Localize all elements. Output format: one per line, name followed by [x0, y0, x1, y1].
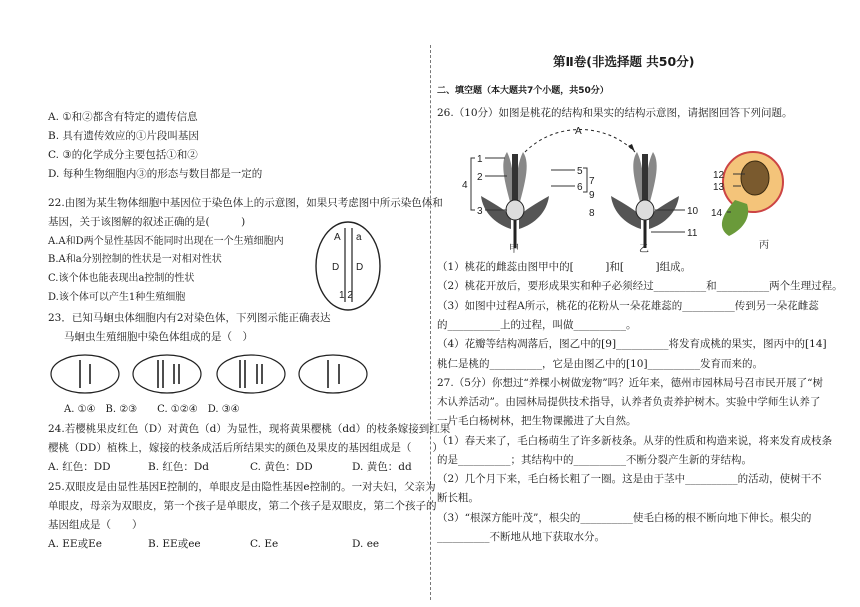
label-9: 9 — [589, 190, 595, 201]
q22-stem-2: 基因，关于该图解的叙述正确的是( ) — [48, 216, 246, 228]
q23-options: A. ①④ B. ②③ C. ①②④ D. ③④ — [64, 404, 240, 415]
q26-line-5: （4）花瓣等结构凋落后，图乙中的[9]__________将发育成桃的果实，图丙中的[14] — [437, 338, 827, 350]
q23-stem-1: 23．已知马蛔虫体细胞内有2对染色体，下列图示能正确表达 — [48, 312, 331, 324]
q25-option-a: A. EE或Ee — [48, 538, 102, 550]
label-12: 12 — [713, 170, 725, 181]
label-4: 4 — [462, 180, 468, 191]
q27-line-3: 一片毛白杨树林，把生物课搬进了大自然。 — [437, 415, 637, 427]
q23-cell-4 — [299, 355, 367, 393]
q23-stem-2: 马蛔虫生殖细胞中染色体组成的是（ ） — [64, 331, 253, 343]
caption-bing: 丙 — [759, 240, 769, 251]
label-14: 14 — [711, 208, 723, 219]
q26-line-3: （3）如图中过程A所示，桃花的花粉从一朵花雄蕊的__________传到另一朵花雌蕊 — [437, 300, 819, 312]
q24-option-c: C. 黄色：DD — [250, 461, 313, 473]
arrow-label-A: A — [575, 126, 582, 137]
label-13: 13 — [713, 182, 725, 193]
q25-option-d: D. ee — [352, 538, 380, 550]
gene-label-D-left: D — [332, 262, 340, 273]
q27-line-6: （2）几个月下来，毛白杨长粗了一圈。这是由于茎中__________的活动，使树干不 — [437, 473, 822, 485]
q21-option-c: C. ③的化学成分主要包括①和② — [48, 149, 198, 161]
q26-line-2: （2）桃花开放后，要形成果实和种子必须经过__________和__________两个生理过程。 — [437, 280, 843, 292]
label-1: 1 — [477, 154, 483, 165]
q22-option-d: D.该个体可以产生1种生殖细胞 — [48, 292, 186, 303]
q25-stem-3: 基因组成是（ ） — [48, 519, 143, 531]
q25-option-c: C. Ee — [250, 538, 279, 550]
q27-line-1: 27.（5分）你想过“养棵小树做宠物”吗？近年来，德州市园林局号召市民开展了“树 — [437, 377, 823, 389]
section-title: 第Ⅱ卷(非选择题 共50分) — [553, 54, 695, 69]
q23-cell-2 — [133, 355, 201, 393]
column-divider — [430, 45, 431, 600]
label-10: 10 — [687, 206, 699, 217]
q22-option-a: A.A和D两个显性基因不能同时出现在一个生殖细胞内 — [48, 236, 284, 247]
flower-yi — [611, 152, 685, 248]
q24-option-d: D. 黄色：dd — [352, 461, 412, 473]
label-11: 11 — [687, 228, 698, 239]
gene-label-A: A — [334, 232, 341, 243]
section-heading: 二、填空题（本大题共7个小题，共50分） — [437, 86, 609, 96]
q22-option-c: C.该个体也能表现出a控制的性状 — [48, 273, 195, 284]
label-6: 6 — [577, 182, 583, 193]
label-3: 3 — [477, 206, 483, 217]
q25-stem-2: 单眼皮，母亲为双眼皮，第一个孩子是单眼皮，第二个孩子是双眼皮，第二个孩子的 — [48, 500, 437, 512]
chromosome-numbers: 1 2 — [339, 290, 353, 301]
gene-label-a: a — [356, 232, 362, 243]
q27-line-9: __________不断地从地下获取水分。 — [437, 531, 605, 543]
q27-line-4: （1）春天来了，毛白杨萌生了许多新枝条。从芽的性质和构造来说，将来发育成枝条 — [437, 435, 833, 447]
q25-stem-1: 25.双眼皮是由显性基因E控制的，单眼皮是由隐性基因e控制的。一对夫妇，父亲为 — [48, 481, 436, 493]
q26-line-4: 的__________上的过程，叫做__________。 — [437, 319, 637, 331]
q22-cell-figure — [312, 218, 386, 318]
label-5: 5 — [577, 166, 583, 177]
q26-flower-figure — [455, 124, 785, 254]
caption-jia: 甲 — [509, 244, 519, 254]
q22-option-b: B.A和a分别控制的性状是一对相对性状 — [48, 254, 222, 265]
q27-line-8: （3）“根深方能叶茂”，根尖的__________使毛白杨的根不断向地下伸长。根尖的 — [437, 512, 812, 524]
q26-line-6: 桃仁是桃的__________，它是由图乙中的[10]__________发育而来的。 — [437, 358, 764, 370]
q23-cell-figures — [48, 352, 370, 400]
q26-stem: 26.（10分）如图是桃花的结构和果实的结构示意图，请据图回答下列问题。 — [437, 107, 793, 119]
label-8: 8 — [589, 208, 595, 219]
q22-stem-1: 22.由图为某生物体细胞中基因位于染色体上的示意图，如果只考虑图中所示染色体和 — [48, 197, 443, 209]
gene-label-D-right: D — [356, 262, 364, 273]
q25-option-b: B. EE或ee — [148, 538, 201, 550]
fruit-bing — [722, 152, 783, 236]
caption-yi: 乙 — [639, 244, 649, 254]
q24-option-b: B. 红色：Dd — [148, 461, 210, 473]
q24-stem-2: 樱桃（DD）植株上，嫁接的枝条成活后所结果实的颜色及果皮的基因组成是（ ） — [48, 442, 443, 454]
q24-stem-1: 24.若樱桃果皮红色（D）对黄色（d）为显性，现将黄果樱桃（dd）的枝条嫁接到红果 — [48, 423, 451, 435]
q21-option-d: D. 每种生物细胞内③的形态与数目都是一定的 — [48, 168, 263, 180]
q23-cell-3 — [217, 355, 285, 393]
q21-option-b: B. 具有遗传效应的①片段叫基因 — [48, 130, 199, 142]
q27-line-5: 的是__________；其结构中的__________不断分裂产生新的芽结构。 — [437, 454, 752, 466]
q27-line-7: 断长粗。 — [437, 492, 479, 504]
q26-line-1: （1）桃花的雌蕊由图甲中的[ ]和[ ]组成。 — [437, 261, 692, 273]
label-2: 2 — [477, 172, 483, 183]
q21-option-a: A. ①和②都含有特定的遗传信息 — [48, 111, 198, 123]
label-7: 7 — [589, 176, 595, 187]
q27-line-2: 木认养活动”。由园林局提供技术指导，认养者负责养护树木。实验中学师生认养了 — [437, 396, 821, 408]
q23-cell-1 — [51, 355, 119, 393]
q24-option-a: A. 红色：DD — [48, 461, 111, 473]
flower-jia — [471, 152, 549, 248]
